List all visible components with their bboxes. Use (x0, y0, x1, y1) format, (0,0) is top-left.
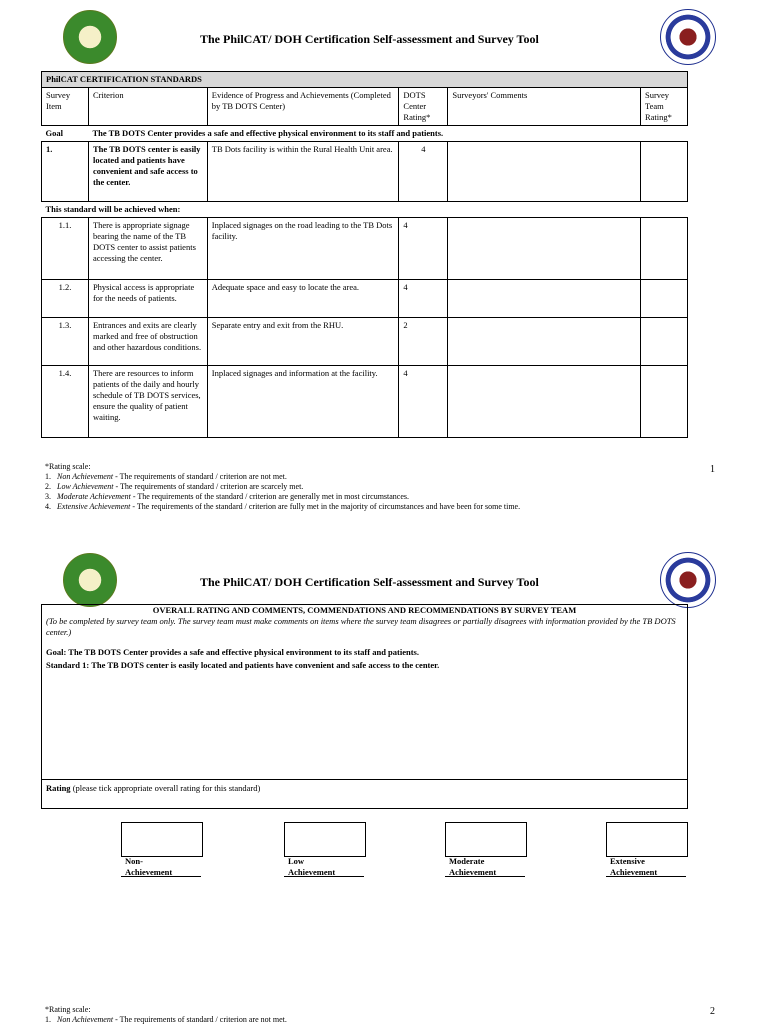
footnote-term: Low Achievement (57, 482, 114, 491)
footnote-desc: - The requirements of standard / criterion are scarcely met. (113, 482, 304, 491)
standards-table (41, 71, 688, 438)
table-row (42, 366, 688, 438)
achieved-when-row (42, 202, 688, 218)
footnote-num: 2. (45, 482, 51, 491)
footnote-heading: *Rating scale: (45, 462, 91, 471)
row-criterion: There are resources to inform patients of the daily and hourly schedule of TB DOTS services, ensure the quality of patient waiting. (88, 366, 207, 438)
row-team-rating-cell (640, 318, 687, 366)
row-rating: 2 (399, 318, 448, 366)
row-comments-cell (448, 218, 641, 280)
rating-scale-footnote (45, 462, 705, 512)
page-title: The PhilCAT/ DOH Certification Self-assessment and Survey Tool (200, 32, 539, 46)
page-title: The PhilCAT/ DOH Certification Self-assessment and Survey Tool (200, 575, 539, 589)
row-team-rating-cell (640, 218, 687, 280)
footnote-desc: - The requirements of the standard / criterion are generally met in most circumstances. (130, 492, 410, 501)
option-line2: Achievement (610, 867, 658, 877)
page-number: 1 (710, 464, 715, 475)
tick-box-moderate-achievement[interactable] (445, 822, 527, 857)
option-line1: Non- (125, 856, 143, 866)
footnote-term: Moderate Achievement (57, 492, 131, 501)
row-comments-cell (448, 366, 641, 438)
col-header-evidence: Evidence of Progress and Achievements (Completed by TB DOTS Center) (207, 88, 399, 126)
option-line1: Low (288, 856, 305, 866)
row-team-rating-cell (640, 280, 687, 318)
row-evidence: Adequate space and easy to locate the area. (207, 280, 399, 318)
standard-line: Standard 1: The TB DOTS center is easily located and patients have convenient and safe access to the center. (46, 660, 440, 670)
row-evidence: Inplaced signages on the road leading to the TB Dots facility. (207, 218, 399, 280)
box-heading: OVERALL RATING AND COMMENTS, COMMENDATIONS AND RECOMMENDATIONS BY SURVEY TEAM (152, 605, 577, 615)
footnote-num: 4. (45, 502, 51, 511)
col-header-surveyor-comments: Surveyors' Comments (448, 88, 641, 126)
philcat-seal-logo (63, 10, 117, 64)
tick-box-extensive-achievement[interactable] (606, 822, 688, 857)
row-evidence: Inplaced signages and information at the facility. (207, 366, 399, 438)
row-comments-cell (448, 318, 641, 366)
footnote-desc: - The requirements of standard / criterion are not met. (113, 472, 287, 481)
goal-label: Goal (45, 128, 63, 138)
coalition-seal-logo (660, 9, 716, 65)
standard-criterion: The TB DOTS center is easily located and patients have convenient and safe access to the center. (88, 142, 207, 202)
standard-comments-cell (448, 142, 641, 202)
table-row (42, 280, 688, 318)
option-line1: Extensive (610, 856, 645, 866)
philcat-seal-logo (63, 553, 117, 607)
row-comments-cell (448, 280, 641, 318)
footnote-term: Non Achievement (57, 472, 114, 481)
overall-rating-box (41, 604, 688, 809)
footnote-desc: - The requirements of the standard / criterion are fully met in the majority of circumstances and have been for some time. (130, 502, 521, 511)
goal-row (42, 126, 688, 142)
option-line2: Achievement (125, 867, 173, 877)
page-number: 2 (710, 1006, 715, 1017)
footnote-term: Non Achievement (57, 1015, 114, 1024)
row-criterion: Physical access is appropriate for the needs of patients. (88, 280, 207, 318)
col-header-dots-rating: DOTS Center Rating* (399, 88, 448, 126)
rating-label: Rating (46, 783, 71, 793)
col-header-team-rating: Survey Team Rating* (640, 88, 687, 126)
option-line2: Achievement (449, 867, 497, 877)
rating-instruction (46, 783, 260, 794)
row-item: 1.2. (42, 280, 89, 318)
table-section-header (42, 72, 688, 88)
footnote-item (45, 482, 705, 492)
section-header-text: PhilCAT CERTIFICATION STANDARDS (42, 72, 688, 88)
footnote-term: Extensive Achievement (57, 502, 131, 511)
row-rating: 4 (399, 218, 448, 280)
rating-note: (please tick appropriate overall rating for this standard) (70, 783, 261, 793)
row-evidence: Separate entry and exit from the RHU. (207, 318, 399, 366)
goal-line: Goal: The TB DOTS Center provides a safe and effective physical environment to its staff and patients. (46, 647, 419, 657)
standard-team-rating-cell (640, 142, 687, 202)
footnote-item (45, 502, 705, 512)
option-line1: Moderate (449, 856, 485, 866)
footnote-item (45, 472, 705, 482)
box-divider (42, 779, 687, 780)
row-item: 1.4. (42, 366, 89, 438)
option-label-low-achievement (288, 856, 368, 878)
footnote-num: 1. (45, 472, 51, 481)
tick-box-low-achievement[interactable] (284, 822, 366, 857)
standard-rating: 4 (399, 142, 448, 202)
option-label-extensive-achievement (610, 856, 690, 878)
coalition-seal-logo (660, 552, 716, 608)
table-row (42, 218, 688, 280)
row-criterion: Entrances and exits are clearly marked and free of obstruction and other hazardous conditions. (88, 318, 207, 366)
footnote-item (45, 492, 705, 502)
rating-scale-footnote (45, 1005, 705, 1025)
standard-row (42, 142, 688, 202)
tick-box-non-achievement[interactable] (121, 822, 203, 857)
col-header-survey-item: Survey Item (42, 88, 89, 126)
table-column-headers (42, 88, 688, 126)
col-header-criterion: Criterion (88, 88, 207, 126)
footnote-heading: *Rating scale: (45, 1005, 91, 1014)
standard-item: 1. (42, 142, 89, 202)
option-label-non-achievement (125, 856, 205, 878)
footnote-desc: - The requirements of standard / criterion are not met. (113, 1015, 287, 1024)
box-instructions: (To be completed by survey team only. The survey team must make comments on items where the survey team disagrees or partially disagrees with information provided by the TB DOTS center.) (46, 616, 676, 637)
row-criterion: There is appropriate signage bearing the name of the TB DOTS center to assist patients accessing the center. (88, 218, 207, 280)
standard-evidence: TB Dots facility is within the Rural Health Unit area. (207, 142, 399, 202)
row-rating: 4 (399, 280, 448, 318)
row-item: 1.3. (42, 318, 89, 366)
option-label-moderate-achievement (449, 856, 529, 878)
footnote-num: 3. (45, 492, 51, 501)
option-line2: Achievement (288, 867, 336, 877)
row-team-rating-cell (640, 366, 687, 438)
footnote-num: 1. (45, 1015, 51, 1024)
achieved-when-text: This standard will be achieved when: (45, 204, 181, 214)
row-rating: 4 (399, 366, 448, 438)
row-item: 1.1. (42, 218, 89, 280)
table-row (42, 318, 688, 366)
goal-text: The TB DOTS Center provides a safe and effective physical environment to its staff and patients. (92, 128, 444, 138)
